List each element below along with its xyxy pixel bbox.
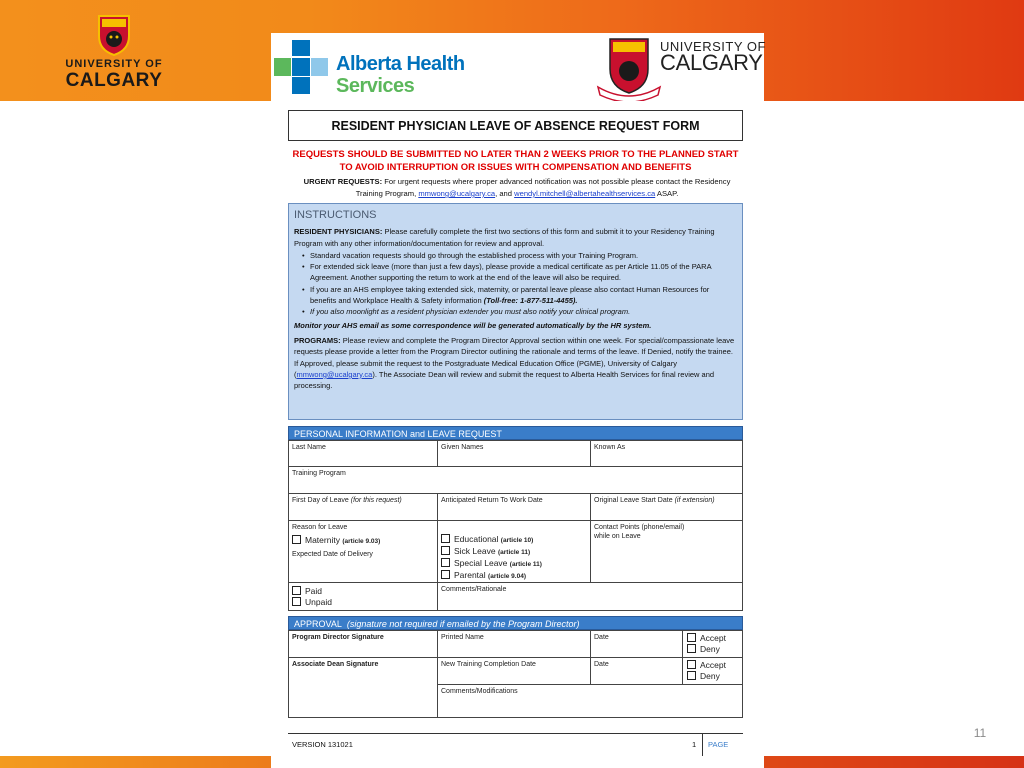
special-leave-option[interactable] [441, 558, 587, 570]
unpaid-option[interactable] [292, 597, 434, 608]
programs-text: Please review and complete the Program Director Approval section within one week. For special/compassionate leave requests please provide a letter from the Program Director outlining the rationale and terms of the leave. If Denied, notify the trainee. If Approved, please submit the request to the Postgraduate Medical Education Office (PGME), University of Calgary ( [294, 335, 735, 379]
leave-request-form-document [271, 33, 764, 768]
contact-points-field[interactable] [590, 520, 743, 583]
warning-line1: REQUESTS SHOULD BE SUBMITTED NO LATER THAN 2 WEEKS PRIOR TO THE PLANNED START [292, 149, 739, 160]
comments-rationale-field[interactable]: Comments/Rationale [437, 582, 743, 611]
uc-coat-of-arms-icon [596, 35, 662, 101]
paid-unpaid-cell [288, 582, 438, 611]
ad-decision-cell [682, 657, 743, 685]
submission-warning [288, 148, 743, 174]
pd-accept-label: Accept [700, 633, 726, 643]
leave-type-cell [437, 520, 591, 583]
paid-option[interactable] [292, 586, 434, 597]
special-leave-checkbox[interactable] [441, 558, 450, 567]
given-names-field[interactable]: Given Names [437, 440, 591, 467]
program-director-signature-field[interactable]: Program Director Signature [288, 630, 438, 658]
programs-text-2: ). The Associate Dean will review and submit the request to Alberta Health Services for final review and processing. [294, 369, 715, 391]
training-program-field[interactable]: Training Program [288, 466, 743, 494]
pd-date-field[interactable]: Date [590, 630, 683, 658]
educational-article: (article 10) [500, 537, 534, 544]
last-name-field[interactable]: Last Name [288, 440, 438, 467]
pd-deny-option[interactable] [687, 644, 738, 655]
sick-leave-label: Sick Leave [454, 546, 496, 556]
sick-leave-checkbox[interactable] [441, 546, 450, 555]
anticipated-return-field[interactable]: Anticipated Return To Work Date [437, 493, 591, 521]
approval-note: (signature not required if emailed by the Program Director) [346, 619, 580, 629]
parental-article: (article 9.04) [488, 573, 526, 580]
contact-label-2: while on Leave [594, 533, 641, 540]
educational-label: Educational [454, 534, 499, 544]
residents-text: Please carefully complete the first two sections of this form and submit it to your Residency Training Program with any other information/documentation for review and approval. [294, 227, 715, 248]
pd-accept-checkbox[interactable] [687, 633, 696, 642]
form-title: RESIDENT PHYSICIAN LEAVE OF ABSENCE REQUEST FORM [288, 110, 743, 141]
printed-name-field[interactable]: Printed Name [437, 630, 591, 658]
instructions-panel [288, 203, 743, 420]
personal-info-band: PERSONAL INFORMATION and LEAVE REQUEST [288, 426, 743, 440]
bullet-item [302, 284, 737, 307]
ahs-cross-icon [273, 39, 329, 95]
paid-checkbox[interactable] [292, 586, 301, 595]
uc-header-line1: UNIVERSITY OF [660, 39, 766, 54]
ad-accept-label: Accept [700, 660, 726, 670]
programs-label: PROGRAMS: [294, 335, 341, 345]
ad-deny-option[interactable] [687, 671, 738, 682]
original-start-note: (if extension) [674, 497, 715, 504]
monitor-email-note: Monitor your AHS email as some correspondence will be generated automatically by the HR system. [294, 320, 652, 330]
bullet-item: • Standard vacation requests should go through the established process with your Training Program. [302, 250, 737, 261]
urgent-requests-note [293, 176, 741, 200]
first-day-label: First Day of Leave [292, 497, 349, 504]
ahs-logo-line1: Alberta Health [336, 53, 465, 75]
maternity-article: (article 9.03) [342, 538, 381, 545]
bullet-item: • For extended sick leave (more than just a few days), please provide a medical certificate as per Article 11.05 of the PARA Agreement. Another supporting the return to work at the end of the leave will also be required. [302, 261, 737, 284]
new-completion-date-field[interactable]: New Training Completion Date [437, 657, 591, 685]
pd-deny-label: Deny [700, 644, 720, 654]
residents-paragraph [294, 226, 737, 249]
university-of-calgary-logo [62, 14, 166, 90]
page-label: PAGE [708, 740, 729, 749]
slide-number: 11 [973, 726, 987, 740]
slide-logo-line2: CALGARY [65, 70, 163, 91]
ahs-logo-line2: Services [336, 75, 415, 97]
ad-date-field[interactable]: Date [590, 657, 683, 685]
unpaid-checkbox[interactable] [292, 597, 301, 606]
slide-logo-line1: UNIVERSITY OF [65, 58, 163, 70]
instructions-bullets [302, 250, 737, 318]
uc-crest-icon [96, 14, 132, 56]
paid-label: Paid [305, 586, 323, 596]
urgent-email-link-1[interactable]: mmwong@ucalgary.ca [418, 189, 496, 198]
ad-accept-option[interactable] [687, 660, 738, 671]
sick-leave-option[interactable] [441, 546, 587, 558]
bullet-item: • If you also moonlight as a resident physician extender you must also notify your clinical program. [302, 306, 737, 317]
ad-deny-label: Deny [700, 671, 720, 681]
programs-email-link[interactable]: mmwong@ucalgary.ca [296, 369, 373, 379]
special-article: (article 11) [509, 561, 542, 568]
comments-modifications-field[interactable]: Comments/Modifications [437, 684, 743, 718]
ad-accept-checkbox[interactable] [687, 660, 696, 669]
sick-article: (article 11) [497, 549, 531, 556]
parental-checkbox[interactable] [441, 570, 450, 579]
pd-decision-cell [682, 630, 743, 658]
special-leave-label: Special Leave [454, 558, 508, 568]
bullet-text: If you are an AHS employee taking extended sick, maternity, or parental leave please also contact Human Resources for benefits and Workplace Health & Safety information [310, 284, 710, 306]
page-number: 1 [692, 740, 697, 749]
maternity-option[interactable] [292, 535, 434, 547]
version-label: VERSION 131021 [292, 740, 353, 749]
known-as-field[interactable]: Known As [590, 440, 743, 467]
parental-option[interactable] [441, 570, 587, 582]
uc-header-logo [596, 35, 766, 101]
approval-label: APPROVAL [294, 619, 342, 629]
urgent-end: ASAP. [656, 189, 679, 198]
reason-for-leave-cell [288, 520, 438, 583]
contact-label: Contact Points (phone/email) [594, 524, 685, 531]
maternity-checkbox[interactable] [292, 535, 301, 544]
first-day-field[interactable] [288, 493, 438, 521]
parental-label: Parental [454, 570, 486, 580]
document-footer [288, 733, 743, 757]
residents-label: RESIDENT PHYSICIANS: [294, 227, 383, 237]
urgent-text: For urgent requests where proper advanced notification was not possible please contact the Residency Training Program, [355, 177, 731, 198]
first-day-note: (for this request) [350, 497, 402, 504]
tollfree-number: (Toll-free: 1-877-511-4455). [483, 296, 578, 306]
pd-accept-option[interactable] [687, 633, 738, 644]
pd-deny-checkbox[interactable] [687, 644, 696, 653]
unpaid-label: Unpaid [305, 597, 332, 607]
maternity-label: Maternity [305, 535, 340, 545]
ad-deny-checkbox[interactable] [687, 671, 696, 680]
urgent-label: URGENT REQUESTS: [303, 177, 383, 186]
associate-dean-signature-field[interactable]: Associate Dean Signature [288, 657, 438, 718]
programs-paragraph [294, 335, 737, 391]
educational-option[interactable] [441, 534, 587, 546]
original-start-label: Original Leave Start Date [594, 497, 673, 504]
document-header [271, 33, 764, 103]
uc-header-line2: CALGARY [660, 50, 763, 75]
reason-label: Reason for Leave [292, 524, 348, 531]
expected-delivery-label: Expected Date of Delivery [292, 551, 373, 558]
warning-line2: TO AVOID INTERRUPTION OR ISSUES WITH COMPENSATION AND BENEFITS [339, 162, 692, 173]
urgent-and: , and [495, 189, 512, 198]
approval-band [288, 616, 743, 630]
urgent-email-link-2[interactable]: wendyl.mitchell@albertahealthservices.ca [514, 189, 656, 198]
educational-checkbox[interactable] [441, 534, 450, 543]
alberta-health-services-logo [273, 39, 465, 97]
instructions-heading: INSTRUCTIONS [294, 209, 377, 221]
original-start-field[interactable] [590, 493, 743, 521]
footer-divider [702, 734, 703, 756]
